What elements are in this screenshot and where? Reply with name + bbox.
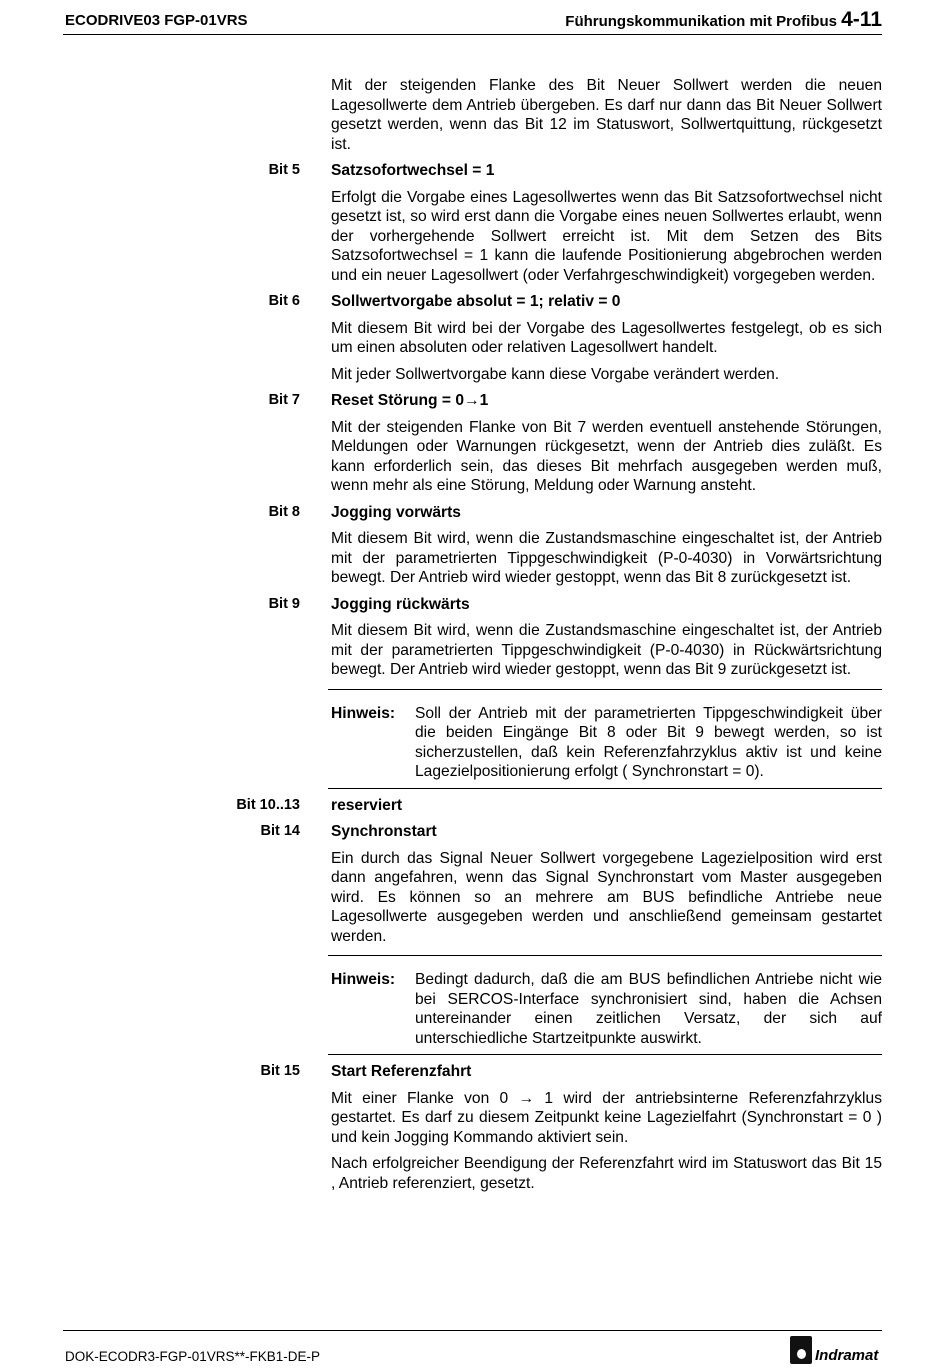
- main-content: [236, 76, 882, 1193]
- note-text: Soll der Antrieb mit der parametrierten Tippgeschwindigkeit über die beiden Eingänge Bit 8 oder Bit 9 bewegt werden, so ist sicherzustellen, daß kein Referenzfahrzyklus aktiv ist und keine Lagezielpositionierung erfolgt ( Synchronstart = 0).: [415, 704, 882, 780]
- section-heading: Sollwertvorgabe absolut = 1; relativ = 0: [331, 293, 621, 310]
- note-label: Hinweis:: [331, 971, 396, 988]
- bit-label: Bit 10..13: [236, 796, 300, 813]
- bit-label: Bit 14: [260, 823, 300, 839]
- intro-paragraph: Mit der steigenden Flanke des Bit Neuer Sollwert werden die neuen Lagesollwerte dem Antrieb übergeben. Es darf nur dann das Bit Neuer Sollwert gesetzt werden, wenn das Bit 12 im Statuswort, Sollwertquittung, rückgesetzt ist.: [331, 77, 882, 153]
- section-bit-9: [268, 595, 882, 789]
- section-paragraph: Ein durch das Signal Neuer Sollwert vorgegebene Lagezielposition wird erst dann angefahren, wenn das Signal Synchronstart vom Master ausgegeben wird. Es können so an mehrere am BUS befindliche Antriebe neue Lagesollwerte ausgegeben werden und anschließend gemeinsam gestartet werden.: [331, 849, 882, 945]
- logo-wordmark: Indramat: [815, 1346, 879, 1364]
- section-bit-8: [268, 503, 882, 588]
- section-paragraph: Mit diesem Bit wird, wenn die Zustandsmaschine eingeschaltet ist, der Antrieb mit der parametrierten Tippgeschwindigkeit (P-0-4030) in Rückwärtsrichtung bewegt. Der Antrieb wird wieder gestoppt, wenn das Bit 9 zurückgesetzt ist.: [331, 622, 882, 678]
- note-text: Bedingt dadurch, daß die am BUS befindlichen Antriebe nicht wie bei SERCOS-Interface synchronisiert sind, haben die Achsen untereinander einen zeitlichen Versatz, der sich auf unterschiedliche Startzeitpunkte auswirkt.: [415, 971, 882, 1047]
- section-bit-10-13: [236, 796, 882, 816]
- section-paragraph: Mit einer Flanke von 0 → 1 wird der antriebsinterne Referenzfahrzyklus gestartet. Es darf zu diesem Zeitpunkt keine Lagezielfahrt (Synchronstart = 0 ) und kein Jogging Kommando aktiviert sein.: [331, 1089, 882, 1146]
- section-heading: reserviert: [331, 796, 403, 814]
- section-bit-14: [260, 822, 882, 1055]
- section-bit-6: [268, 292, 882, 384]
- note-label: Hinweis:: [331, 704, 396, 722]
- indramat-logo: [790, 1336, 878, 1364]
- section-heading: Start Referenzfahrt: [331, 1063, 472, 1080]
- note-box: [328, 955, 882, 1055]
- section-heading: Synchronstart: [331, 823, 437, 840]
- section-paragraph: Mit der steigenden Flanke von Bit 7 werden eventuell anstehende Störungen, Meldungen oder Warnungen rückgesetzt, wenn der Antrieb dies zuläßt. Es kann erforderlich sein, das dieses Bit mehrfach ausgegeben werden muß, wenn mehr als eine Störung, Meldung oder Warnung ansteht.: [331, 418, 882, 494]
- page-number: 4-11: [841, 8, 882, 31]
- note-box: [328, 689, 882, 789]
- section-paragraph: Mit diesem Bit wird bei der Vorgabe des Lagesollwertes festgelegt, ob es sich um einen absoluten oder relativen Lagesollwert handelt.: [331, 319, 882, 356]
- bit-label: Bit 9: [268, 595, 300, 612]
- section-heading: Satzsofortwechsel = 1: [331, 162, 495, 179]
- section-paragraph: Mit diesem Bit wird, wenn die Zustandsmaschine eingeschaltet ist, der Antrieb mit der parametrierten Tippgeschwindigkeit (P-0-4030) in Vorwärtsrichtung bewegt. Der Antrieb wird wieder gestoppt, wenn das Bit 8 zurückgesetzt ist.: [331, 530, 882, 586]
- bit-label: Bit 8: [268, 503, 300, 520]
- section-paragraph: Nach erfolgreicher Beendigung der Referenzfahrt wird im Statuswort das Bit 15 , Antrieb referenziert, gesetzt.: [331, 1155, 882, 1192]
- header-doc-title: ECODRIVE03 FGP-01VRS: [65, 12, 248, 29]
- bit-label: Bit 6: [268, 293, 300, 309]
- header-chapter: [565, 8, 882, 32]
- header-chapter-title: Führungskommunikation mit Profibus: [565, 13, 837, 30]
- section-bit-5: [268, 161, 882, 285]
- section-bit-7: [268, 391, 882, 496]
- section-heading: Jogging vorwärts: [331, 503, 461, 521]
- section-bit-15: [260, 1062, 882, 1193]
- footer-doc-id: DOK-ECODR3-FGP-01VRS**-FKB1-DE-P: [65, 1349, 321, 1364]
- bit-label: Bit 15: [260, 1063, 300, 1079]
- bit-label: Bit 7: [268, 392, 300, 408]
- section-paragraph: Mit jeder Sollwertvorgabe kann diese Vorgabe verändert werden.: [331, 365, 780, 383]
- bit-label: Bit 5: [268, 162, 300, 178]
- logo-mark-icon: [790, 1336, 812, 1364]
- header-rule: [63, 34, 882, 35]
- section-heading: Jogging rückwärts: [331, 595, 470, 613]
- section-paragraph: Erfolgt die Vorgabe eines Lagesollwertes wenn das Bit Satzsofortwechsel nicht gesetzt ist, so wird erst dann die Vorgabe eines neuen Sollwertes erlaubt, wenn der vorhergehende Sollwert erreicht ist. Mit dem Setzen des Bits Satzsofortwechsel = 1 kann die laufende Positionierung abgebrochen werden und ein neuer Lagesollwert (oder Verfahrgeschwindigkeit) vorgegeben werden.: [331, 188, 882, 284]
- section-heading: Reset Störung = 0→1: [331, 392, 489, 409]
- footer-rule: [63, 1330, 882, 1331]
